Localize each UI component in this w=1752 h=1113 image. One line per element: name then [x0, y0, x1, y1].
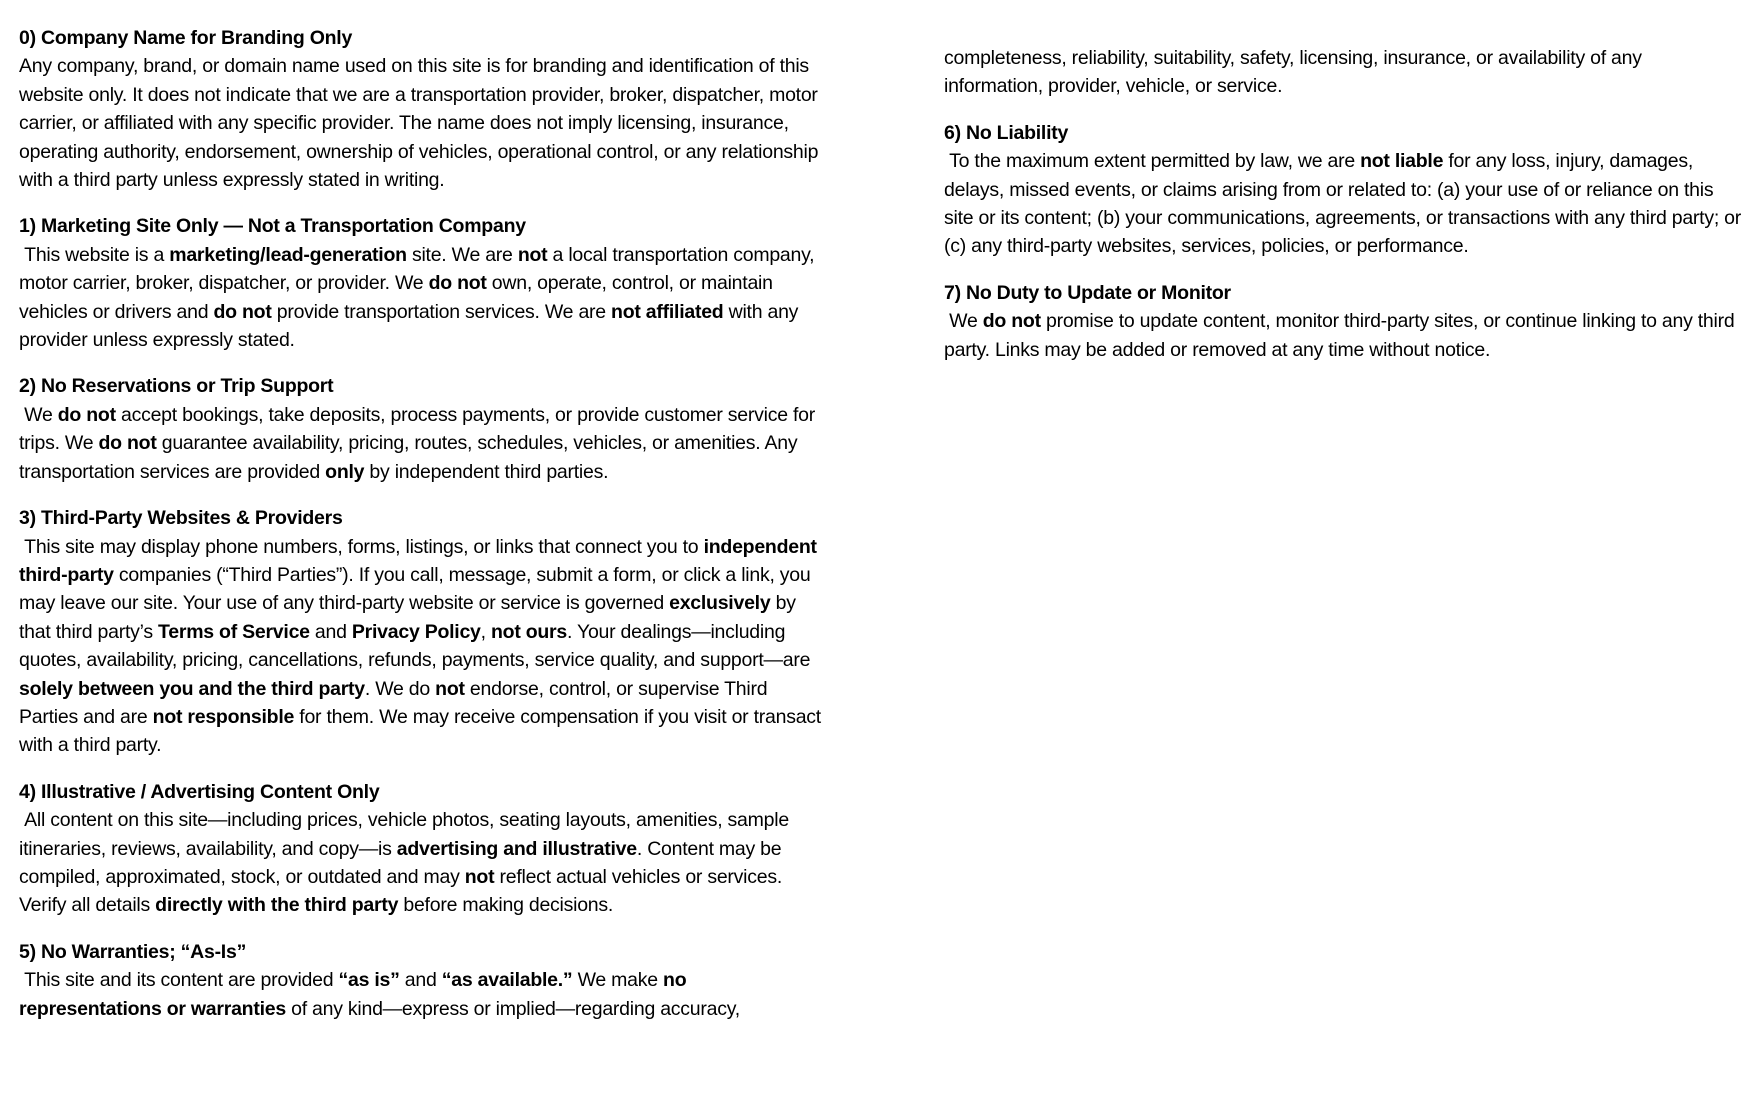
section-1-marketing-site-only	[19, 212, 829, 354]
section-2-paragraph: We do not accept bookings, take deposits, process payments, or provide customer service for trips. We do not guarantee availability, pricing, routes, schedules, vehicles, or amenities. Any transportation services are provided only by independent third parties.	[19, 403, 821, 483]
section-1-paragraph: This website is a marketing/lead-generation site. We are not a local transportation company, motor carrier, broker, dispatcher, or provider. We do not own, operate, control, or maintain vehicles or drivers and do not provide transportation services. We are not affiliated with any provider unless expressly stated.	[19, 243, 820, 352]
section-6-heading: 6) No Liability	[944, 121, 1069, 144]
section-0-company-name-branding	[19, 24, 829, 194]
right-column	[944, 0, 1747, 382]
section-3-heading: 3) Third-Party Websites & Providers	[19, 507, 343, 530]
section-0-paragraph: Any company, brand, or domain name used on this site is for branding and identification of this website only. It does not indicate that we are a transportation provider, broker, dispatcher, motor carrier, or affiliated with any specific provider. The name does not imply licensing, insurance, operating authority, endorsement, ownership of vehicles, operational control, or any relationship with a third party unless expressly stated in writing.	[19, 55, 824, 192]
section-4-heading: 4) Illustrative / Advertising Content Only	[19, 780, 380, 803]
left-column	[19, 0, 829, 1041]
section-5-continuation-paragraph: completeness, reliability, suitability, safety, licensing, insurance, or availability of any information, provider, vehicle, or service.	[944, 47, 1647, 98]
section-3-third-party-websites	[19, 504, 829, 760]
section-7-paragraph: We do not promise to update content, monitor third-party sites, or continue linking to any third party. Links may be added or removed at any time without notice.	[944, 310, 1740, 361]
section-5-paragraph: This site and its content are provided “as is” and “as available.” We make no representations or warranties of any kind—express or implied—regarding accuracy,	[19, 969, 740, 1020]
section-0-heading: 0) Company Name for Branding Only	[19, 27, 353, 49]
section-6-paragraph: To the maximum extent permitted by law, we are not liable for any loss, injury, damages, delays, missed events, or claims arising from or related to: (a) your use of or reliance on this site or its content; (b) your communications, agreements, or transactions with any third party; or (c) any third-party websites, services, policies, or performance.	[944, 150, 1747, 258]
section-5-heading: 5) No Warranties; “As-Is”	[19, 940, 247, 963]
section-3-paragraph: This site may display phone numbers, forms, listings, or links that connect you to independent third-party companies (“Third Parties”). If you call, message, submit a form, or click a link, you may leave our site. Your use of any third-party website or service is governed exclusively by that third party’s Terms of Service and Privacy Policy, not ours. Your dealings—including quotes, availability, pricing, cancellations, refunds, payments, service quality, and support—are solely between you and the third party. We do not endorse, control, or supervise Third Parties and are not responsible for them. We may receive compensation if you visit or transact with a third party.	[19, 535, 827, 757]
section-4-paragraph: All content on this site—including prices, vehicle photos, seating layouts, amenities, sample itineraries, reviews, availability, and copy—is advertising and illustrative. Content may be compiled, approximated, stock, or outdated and may not reflect actual vehicles or services. Verify all details directly with the third party before making decisions.	[19, 809, 795, 917]
section-4-illustrative-content	[19, 778, 829, 920]
section-2-no-reservations	[19, 372, 829, 486]
section-6-no-liability	[944, 119, 1747, 261]
section-5-no-warranties	[19, 938, 829, 1023]
section-2-heading: 2) No Reservations or Trip Support	[19, 375, 334, 398]
section-7-no-duty-to-update	[944, 279, 1744, 364]
section-1-heading: 1) Marketing Site Only — Not a Transportation Company	[19, 215, 526, 238]
section-7-heading: 7) No Duty to Update or Monitor	[944, 281, 1231, 304]
section-5-continuation	[944, 44, 1744, 101]
